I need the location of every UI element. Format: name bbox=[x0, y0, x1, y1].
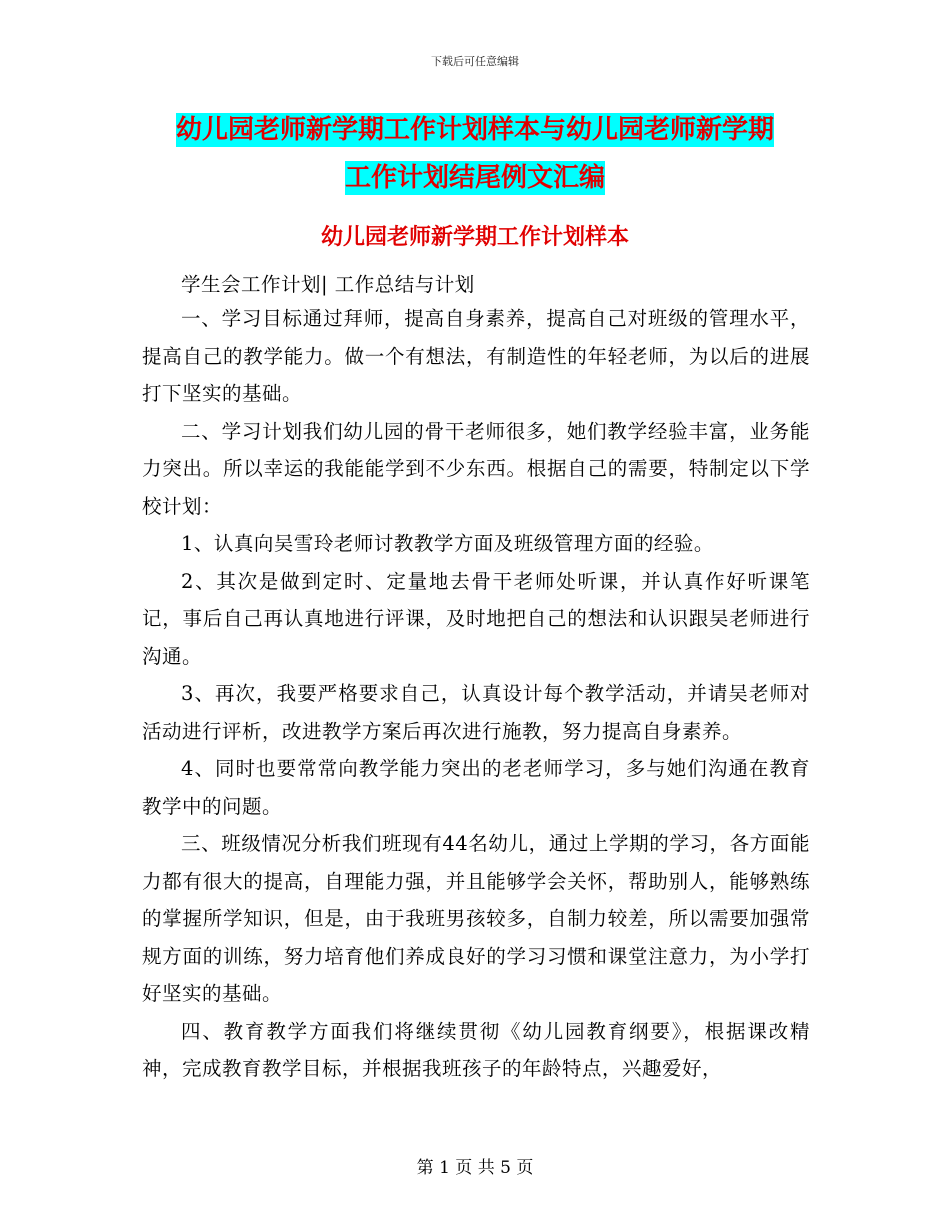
paragraph: 1、认真向吴雪玲老师讨教教学方面及班级管理方面的经验。 bbox=[181, 532, 714, 555]
paragraph: 四、教育教学方面我们将继续贯彻《幼儿园教育纲要》，根据课改精神，完成教育教学目标，并根据我班孩子的年龄特点，兴趣爱好， bbox=[142, 1019, 810, 1080]
paragraph: 三、班级情况分析我们班现有44名幼儿，通过上学期的学习，各方面能力都有很大的提高，自理能力强，并且能够学会关怀，帮助别人，能够熟练的掌握所学知识，但是，由于我班男孩较多，自制力较差，所以需要加强常规方面的训练，努力培育他们养成良好的学习习惯和课堂注意力，为小学打好坚实的基础。 bbox=[142, 832, 810, 1005]
paragraph: 3、再次，我要严格要求自己，认真设计每个教学活动，并请吴老师对活动进行评析，改进教学方案后再次进行施教，努力提高自身素养。 bbox=[142, 682, 810, 743]
document-title bbox=[140, 106, 810, 202]
paragraph: 一、学习目标通过拜师，提高自身素养，提高自己对班级的管理水平，提高自己的教学能力。做一个有想法，有制造性的年轻老师，为以后的进展打下坚实的基础。 bbox=[142, 307, 810, 405]
title-line-2: 工作计划结尾例文汇编 bbox=[344, 163, 605, 193]
paragraph: 二、学习计划我们幼儿园的骨干老师很多，她们教学经验丰富，业务能力突出。所以幸运的我能能学到不少东西。根据自己的需要，特制定以下学校计划： bbox=[142, 419, 810, 518]
document-body bbox=[142, 270, 810, 1088]
page-footer: 第 1 页 共 5 页 bbox=[416, 1158, 534, 1178]
paragraph: 4、同时也要常常向教学能力突出的老老师学习，多与她们沟通在教育教学中的问题。 bbox=[142, 757, 810, 818]
header-note: 下载后可任意编辑 bbox=[431, 55, 519, 68]
title-line-1: 幼儿园老师新学期工作计划样本与幼儿园老师新学期 bbox=[175, 115, 774, 145]
paragraph-category: 学生会工作计划| 工作总结与计划 bbox=[181, 273, 475, 296]
section-title: 幼儿园老师新学期工作计划样本 bbox=[320, 225, 629, 250]
paragraph: 2、其次是做到定时、定量地去骨干老师处听课，并认真作好听课笔记，事后自己再认真地进行评课，及时地把自己的想法和认识跟吴老师进行沟通。 bbox=[142, 569, 810, 668]
